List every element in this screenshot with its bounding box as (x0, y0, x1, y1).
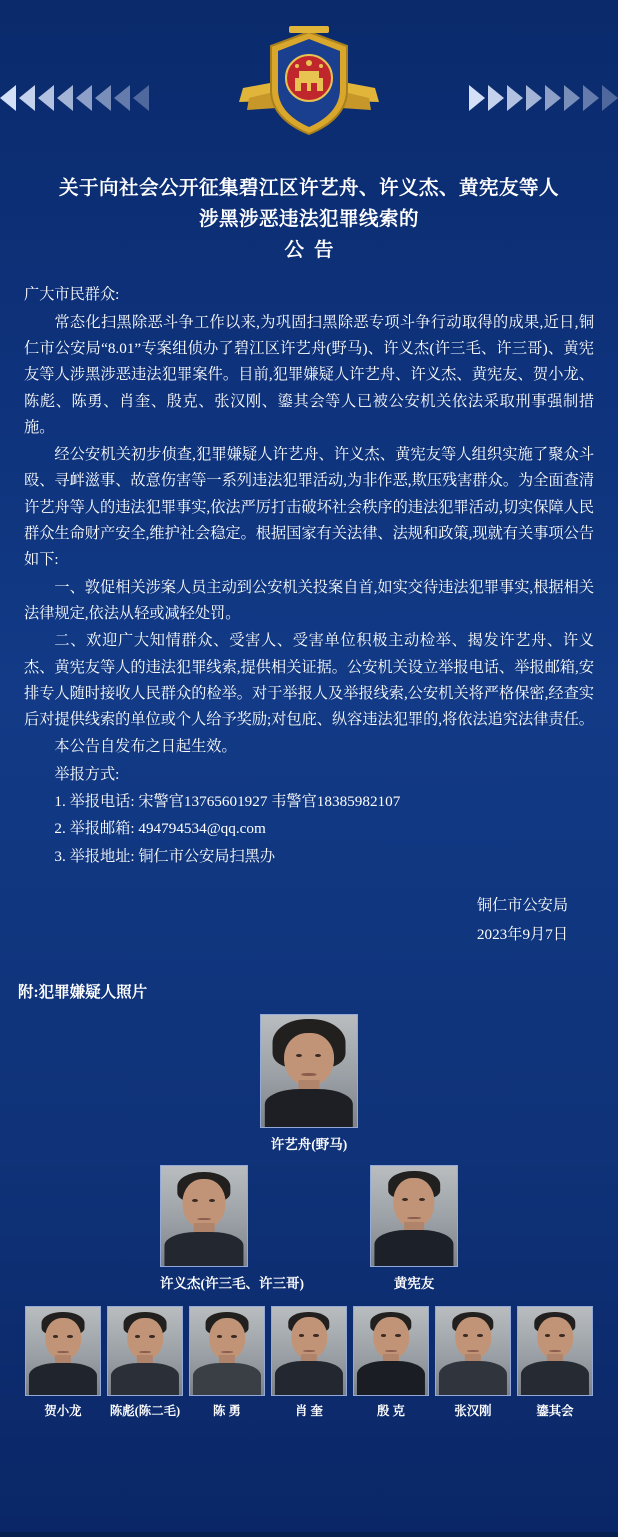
title-line-3: 公告 (284, 239, 344, 261)
mugshot-xiao-kui-icon (271, 1306, 347, 1396)
chevron-left-icon (95, 85, 111, 111)
mugshot-zhang-hangang-icon (435, 1306, 511, 1396)
signature-block (24, 892, 594, 950)
suspect-card (25, 1306, 101, 1419)
paragraph-4: 二、欢迎广大知情群众、受害人、受害单位积极主动检举、揭发许艺舟、许义杰、黄宪友等人的违法犯罪线索,提供相关证据。公安机关设立举报电话、举报邮箱,安排专人随时接收人民群众的检举。对于举报人及举报线索,公安机关将严格保密,经查实后对提供线索的单位或个人给予奖励;对包庇、纵容违法犯罪的,将依法追究法律责任。 (24, 632, 594, 729)
chevron-right-icon (507, 85, 523, 111)
chevron-left-icon (114, 85, 130, 111)
photo-row-3 (0, 1306, 618, 1419)
salutation: 广大市民群众: (24, 286, 120, 304)
suspect-card (189, 1306, 265, 1419)
paragraph-3: 一、敦促相关涉案人员主动到公安机关投案自首,如实交待违法犯罪事实,根据相关法律规定,依法从轻或减轻处罚。 (24, 578, 594, 622)
issue-date: 2023年9月7日 (476, 925, 568, 943)
footer-bar (0, 1532, 618, 1537)
suspect-name: 殷 克 (377, 1403, 405, 1418)
report-email-item: 2. 举报邮箱: 494794534@qq.com (54, 820, 266, 838)
chevron-left-icon (0, 85, 16, 111)
announcement-body (24, 282, 594, 949)
chevron-right-icon (488, 85, 504, 111)
suspect-card (160, 1165, 304, 1292)
photo-row-1 (0, 1014, 618, 1153)
chevron-right-icon (564, 85, 580, 111)
suspect-name: 张汉刚 (454, 1403, 492, 1418)
document-header (0, 0, 618, 160)
suspect-card (271, 1306, 347, 1419)
mugshot-huang-xianyou-icon (370, 1165, 458, 1267)
suspect-card (353, 1306, 429, 1419)
suspect-name: 陈 勇 (213, 1403, 241, 1418)
title-line-2: 涉黑涉恶违法犯罪线索的 (198, 208, 419, 230)
chevron-left-icon (57, 85, 73, 111)
suspect-card (435, 1306, 511, 1419)
mugshot-xu-yizhou-icon (260, 1014, 358, 1128)
chevron-right-icon (545, 85, 561, 111)
chevron-right-icon (602, 85, 618, 111)
mugshot-yin-ke-icon (353, 1306, 429, 1396)
suspect-name: 鎏其会 (536, 1403, 574, 1418)
chevron-left-icon (133, 85, 149, 111)
suspect-card (517, 1306, 593, 1419)
chevron-group-left (0, 85, 149, 111)
suspect-card (107, 1306, 183, 1419)
mugshot-chen-yong-icon (189, 1306, 265, 1396)
suspect-name: 贺小龙 (44, 1403, 82, 1418)
attachment-label: 附:犯罪嫌疑人照片 (18, 983, 148, 1001)
mugshot-xu-yijie-icon (160, 1165, 248, 1267)
chevron-left-icon (38, 85, 54, 111)
suspect-name: 陈彪(陈二毛) (109, 1403, 181, 1418)
suspect-name: 许义杰(许三毛、许三哥) (160, 1275, 304, 1291)
chevron-right-icon (583, 85, 599, 111)
photo-row-2 (0, 1165, 618, 1292)
paragraph-2: 经公安机关初步侦查,犯罪嫌疑人许艺舟、许义杰、黄宪友等人组织实施了聚众斗殴、寻衅滋事、故意伤害等一系列违法犯罪活动,为非作恶,欺压残害群众。为全面查清许艺舟等人的违法犯罪事实,依法严厉打击破坏社会秩序的违法犯罪活动,切实保障人民群众生命财产安全,维护社会稳定。根据国家有关法律、法规和政策,现就有关事项公告如下: (24, 446, 594, 569)
report-phone-item: 1. 举报电话: 宋警官13765601927 韦警官18385982107 (54, 793, 401, 811)
suspect-name: 许艺舟(野马) (270, 1136, 348, 1152)
chevron-left-icon (19, 85, 35, 111)
chevron-right-icon (469, 85, 485, 111)
chevron-group-right (469, 85, 618, 111)
suspect-card (260, 1014, 358, 1153)
chevron-left-icon (76, 85, 92, 111)
mugshot-he-xiaolong-icon (25, 1306, 101, 1396)
issuer-name: 铜仁市公安局 (476, 896, 568, 914)
mugshot-liu-qihui-icon (517, 1306, 593, 1396)
title-line-1: 关于向社会公开征集碧江区许艺舟、许义杰、黄宪友等人 (58, 178, 559, 199)
paragraph-5: 本公告自发布之日起生效。 (54, 738, 237, 756)
paragraph-1: 常态化扫黑除恶斗争工作以来,为巩固扫黑除恶专项斗争行动取得的成果,近日,铜仁市公安局“8.01”专案组侦办了碧江区许艺舟(野马)、许义杰(许三毛、许三哥)、黄宪友等人涉黑涉恶违法犯罪案件。目前,犯罪嫌疑人许艺舟、许义杰、黄宪友、贺小龙、陈彪、陈勇、肖奎、殷克、张汉刚、鎏其会等人已被公安机关依法采取刑事强制措施。 (24, 313, 594, 436)
page-title (26, 174, 592, 266)
report-methods-label: 举报方式: (54, 765, 120, 783)
report-address-item: 3. 举报地址: 铜仁市公安局扫黑办 (54, 847, 276, 865)
police-badge-emblem-icon (229, 16, 389, 146)
suspect-photo-section (0, 980, 618, 1419)
suspect-card (370, 1165, 458, 1292)
suspect-name: 肖 奎 (295, 1403, 323, 1418)
suspect-name: 黄宪友 (393, 1275, 435, 1291)
chevron-right-icon (526, 85, 542, 111)
mugshot-chen-biao-icon (107, 1306, 183, 1396)
